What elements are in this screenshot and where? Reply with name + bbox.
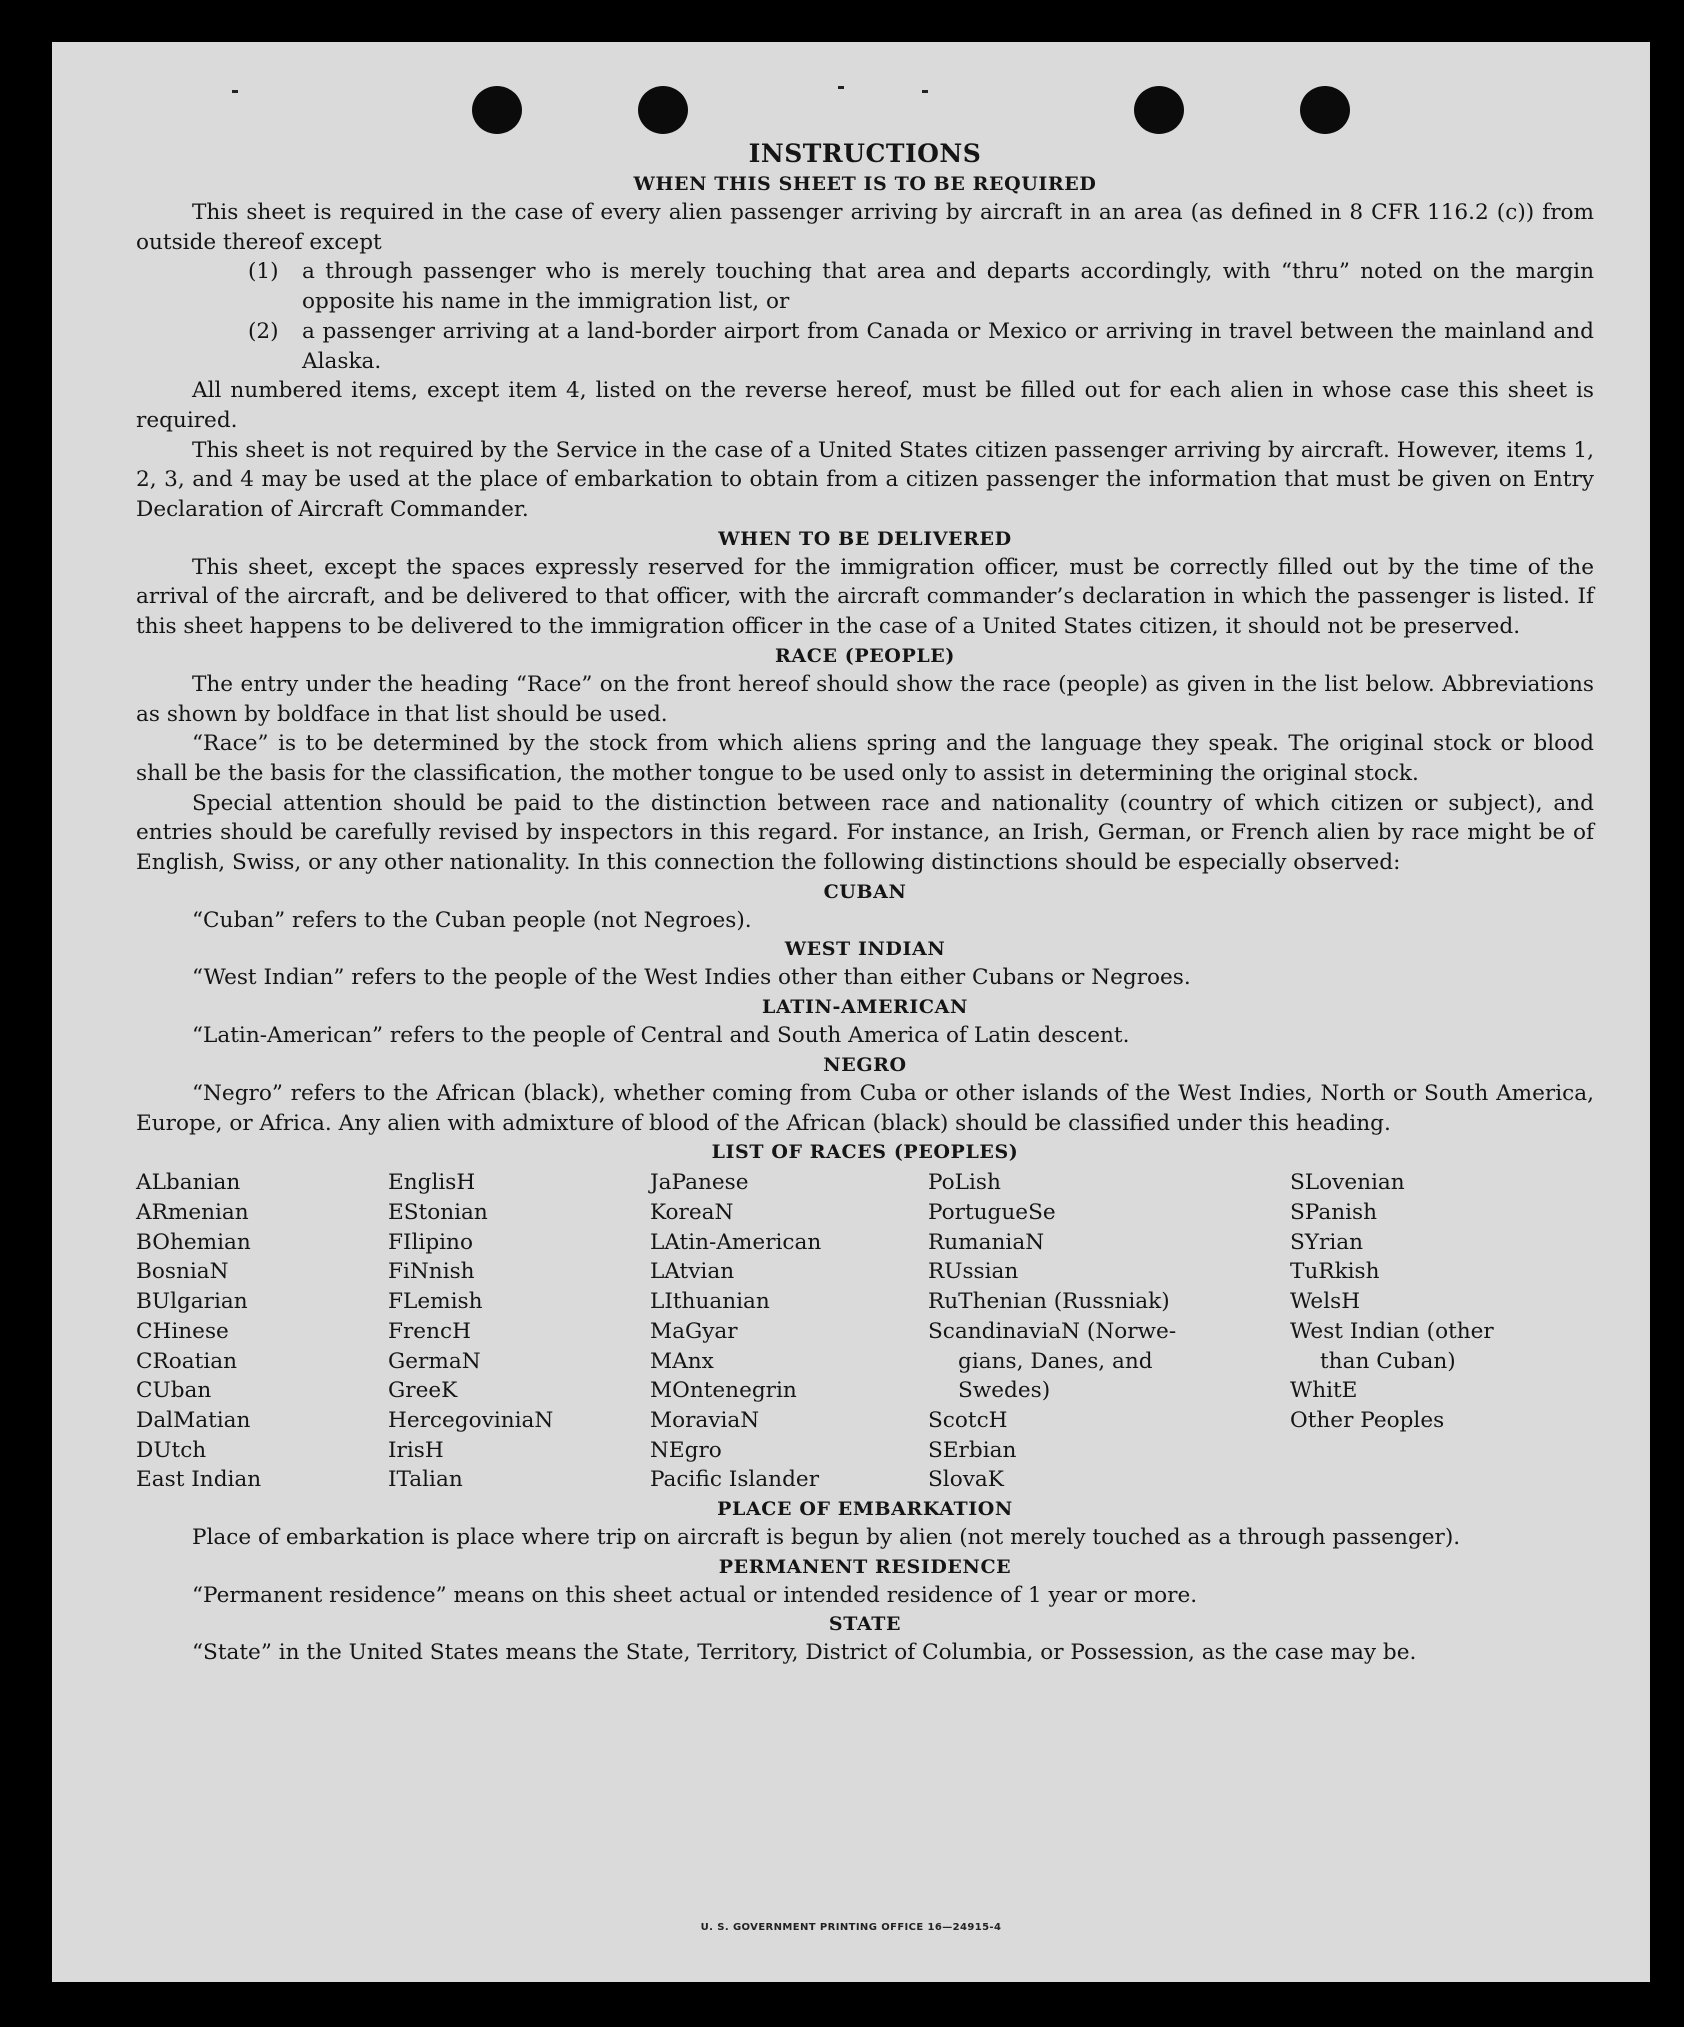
race-entry: East Indian — [136, 1467, 262, 1493]
race-list — [136, 1168, 1594, 1495]
race-column — [1290, 1168, 1594, 1495]
race-entry: RuThenian (Russniak) — [928, 1289, 1170, 1315]
paragraph: “Race” is to be determined by the stock from which aliens spring and the language they speak. The original stock or blood shall be the basis for the classification, the mother tongue to be used only to assist in determining the original stock. — [136, 731, 1594, 786]
section-heading: NEGRO — [823, 1053, 907, 1076]
race-entry: Swedes) — [958, 1378, 1051, 1404]
race-entry: CRoatian — [136, 1348, 238, 1374]
paragraph: “Permanent residence” means on this sheet actual or intended residence of 1 year or more. — [192, 1582, 1198, 1608]
paragraph: Special attention should be paid to the distinction between race and nationality (country of which citizen or subject), and entries should be carefully revised by inspectors in this regard. For instance, an Irish, German, or French alien by race might be of English, Swiss, or any other nationality. In this connection the following distinctions should be especially observed: — [136, 790, 1594, 876]
paragraph: Place of embarkation is place where trip on aircraft is begun by alien (not merely touched as a through passenger). — [192, 1525, 1461, 1551]
race-column — [650, 1168, 928, 1495]
race-entry: PoLish — [928, 1170, 1001, 1196]
paragraph: “West Indian” refers to the people of the West Indies other than either Cubans or Negroes. — [192, 965, 1191, 991]
race-entry: SlovaK — [928, 1467, 1004, 1493]
race-entry: KoreaN — [650, 1199, 734, 1225]
section-heading: WEST INDIAN — [784, 938, 946, 961]
item-text: a through passenger who is merely touching that area and departs accordingly, with “thru” noted on the margin opposite his name in the immigration list, or — [302, 259, 1594, 315]
race-entry: LAtvian — [650, 1259, 735, 1285]
paragraph: All numbered items, except item 4, listed on the reverse hereof, must be filled out for each alien in whose case this sheet is required. — [136, 378, 1594, 433]
race-entry: BOhemian — [136, 1229, 251, 1255]
race-entry: MOntenegrin — [650, 1378, 797, 1404]
race-entry: GermaN — [388, 1348, 481, 1374]
race-entry: than Cuban) — [1320, 1348, 1456, 1374]
section-heading: PLACE OF EMBARKATION — [717, 1498, 1013, 1521]
paragraph: “Cuban” refers to the Cuban people (not Negroes). — [192, 907, 752, 933]
ink-speck — [922, 90, 928, 93]
race-entry: LAtin-American — [650, 1229, 822, 1255]
race-entry: WhitE — [1290, 1378, 1358, 1404]
punch-hole — [472, 86, 522, 134]
race-entry: RUssian — [928, 1259, 1019, 1285]
race-entry: ScandinaviaN (Norwe- — [928, 1318, 1177, 1344]
section-heading: LIST OF RACES (PEOPLES) — [711, 1141, 1019, 1164]
race-entry: SPanish — [1290, 1199, 1378, 1225]
race-entry: SLovenian — [1290, 1170, 1405, 1196]
paragraph: “State” in the United States means the State, Territory, District of Columbia, or Possession, as the case may be. — [192, 1640, 1417, 1666]
race-entry: WelsH — [1290, 1289, 1361, 1315]
punch-hole — [638, 86, 688, 134]
paragraph: “Latin-American” refers to the people of Central and South America of Latin descent. — [192, 1023, 1130, 1049]
paragraph: The entry under the heading “Race” on the front hereof should show the race (people) as given in the list below. Abbreviations as shown by boldface in that list should be used. — [136, 671, 1594, 727]
race-entry: FLemish — [388, 1289, 483, 1315]
item-text: a passenger arriving at a land-border airport from Canada or Mexico or arriving in travel between the mainland and Alaska. — [302, 318, 1594, 374]
race-entry: FiNnish — [388, 1259, 475, 1285]
race-entry: ALbanian — [136, 1170, 241, 1196]
race-entry: ITalian — [388, 1467, 463, 1493]
race-entry: CUban — [136, 1378, 212, 1404]
punch-hole — [1134, 86, 1184, 134]
section-heading: RACE (PEOPLE) — [775, 644, 955, 667]
paragraph: This sheet is not required by the Service in the case of a United States citizen passenger arriving by aircraft. However, items 1, 2, 3, and 4 may be used at the place of embarkation to obtain from a citizen passenger the information that must be given on Entry Declaration of Aircraft Commander. — [136, 437, 1594, 523]
ink-speck — [838, 86, 844, 89]
printer-imprint: U. S. GOVERNMENT PRINTING OFFICE 16—24915-4 — [700, 1922, 1002, 1933]
section-heading: LATIN-AMERICAN — [762, 996, 968, 1019]
race-entry: SYrian — [1290, 1229, 1364, 1255]
race-entry: MAnx — [650, 1348, 714, 1374]
section-heading: CUBAN — [823, 880, 907, 903]
section-heading: WHEN TO BE DELIVERED — [718, 527, 1012, 550]
race-entry: BosniaN — [136, 1259, 229, 1285]
section-heading: WHEN THIS SHEET IS TO BE REQUIRED — [633, 173, 1097, 195]
race-entry: Other Peoples — [1290, 1407, 1445, 1433]
race-entry: EnglisH — [388, 1170, 476, 1196]
item-number: (1) — [248, 259, 279, 285]
document-page — [52, 42, 1650, 1982]
section-heading: STATE — [828, 1613, 902, 1636]
race-entry: HercegoviniaN — [388, 1407, 554, 1433]
race-entry: ScotcH — [928, 1407, 1008, 1433]
race-column — [136, 1168, 388, 1495]
list-item — [136, 317, 1594, 376]
race-entry: MaGyar — [650, 1318, 738, 1344]
race-entry: West Indian (other — [1290, 1318, 1494, 1344]
race-column — [928, 1168, 1290, 1495]
item-number: (2) — [248, 318, 279, 344]
race-entry: gians, Danes, and — [958, 1348, 1153, 1374]
race-entry: RumaniaN — [928, 1229, 1045, 1255]
race-entry: FIlipino — [388, 1229, 473, 1255]
race-entry: DUtch — [136, 1437, 207, 1463]
race-entry: NEgro — [650, 1437, 722, 1463]
ink-speck — [232, 90, 238, 93]
paragraph: This sheet is required in the case of every alien passenger arriving by aircraft in an area (as defined in 8 CFR 116.2 (c)) from outside thereof except — [136, 200, 1594, 255]
race-entry: FrencH — [388, 1318, 471, 1344]
punch-hole — [1300, 86, 1350, 134]
race-entry: IrisH — [388, 1437, 444, 1463]
race-entry: MoraviaN — [650, 1407, 760, 1433]
race-entry: GreeK — [388, 1378, 458, 1404]
section-heading: PERMANENT RESIDENCE — [718, 1555, 1012, 1578]
race-entry: Pacific Islander — [650, 1467, 820, 1493]
race-entry: EStonian — [388, 1199, 488, 1225]
paragraph: This sheet, except the spaces expressly reserved for the immigration officer, must be correctly filled out by the time of the arrival of the aircraft, and be delivered to that officer, with the aircraft commander’s declaration in which the passenger is listed. If this sheet happens to be delivered to the immigration officer in the case of a United States citizen, it should not be preserved. — [136, 554, 1594, 640]
race-entry: LIthuanian — [650, 1289, 770, 1315]
race-entry: PortugueSe — [928, 1199, 1056, 1225]
race-entry: ARmenian — [136, 1199, 249, 1225]
race-entry: JaPanese — [650, 1170, 749, 1196]
race-entry: SErbian — [928, 1437, 1017, 1463]
paragraph: “Negro” refers to the African (black), whether coming from Cuba or other islands of the West Indies, North or South America, Europe, or Africa. Any alien with admixture of blood of the African (black) should be classified under this heading. — [136, 1080, 1594, 1136]
page-title: INSTRUCTIONS — [748, 139, 982, 168]
race-entry: DalMatian — [136, 1407, 251, 1433]
race-entry: TuRkish — [1290, 1259, 1380, 1285]
list-item — [136, 257, 1594, 316]
race-column — [388, 1168, 650, 1495]
race-entry: BUlgarian — [136, 1289, 248, 1315]
race-entry: CHinese — [136, 1318, 229, 1344]
instructions-body — [136, 138, 1594, 1668]
